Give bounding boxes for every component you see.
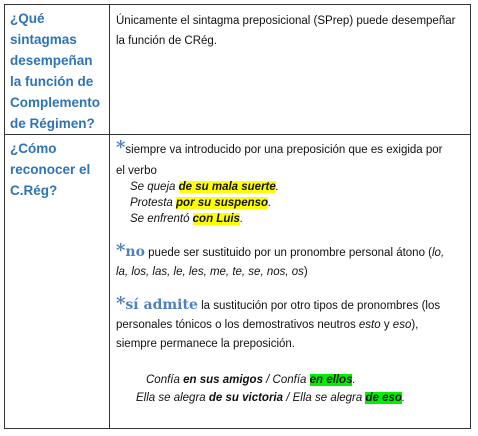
answer-body	[110, 135, 470, 406]
point-3-text: la sustitución por otro tipos de pronombres (los	[197, 300, 441, 312]
answer-text: Únicamente el sintagma preposicional (SPrep) puede desempeñar la función de CRég.	[116, 15, 456, 47]
example-line	[130, 179, 464, 195]
question-cell	[5, 5, 110, 135]
table-row	[5, 5, 471, 135]
close-paren: )	[303, 266, 308, 278]
content-table	[4, 4, 471, 429]
point-3-text: y	[380, 319, 393, 331]
example-end: .	[352, 374, 356, 386]
point-3-text: personales tónicos o los demostrativos neutros	[116, 319, 359, 331]
bullet-star-marker: *	[116, 293, 126, 314]
highlighted-phrase: con Luis	[192, 213, 240, 225]
examples-list	[116, 179, 464, 227]
example-line	[130, 195, 464, 211]
pronoun-list: lo,	[432, 247, 445, 259]
bold-phrase: de su victoria	[208, 392, 284, 404]
example-end: .	[268, 197, 272, 209]
example-sep: / Confía	[262, 374, 310, 386]
point-1	[116, 137, 464, 158]
point-1-text: siempre va introducido por una preposición que es exigida por	[125, 144, 443, 156]
example-line	[116, 390, 464, 406]
highlighted-phrase: por su suspenso	[176, 197, 269, 209]
example-end: .	[239, 213, 244, 225]
point-2	[116, 240, 464, 261]
point-3-text: ),	[411, 319, 419, 331]
highlighted-phrase: de su mala suerte	[178, 181, 276, 193]
bold-phrase: en sus amigos	[183, 374, 263, 386]
example-verb: Se enfrentó	[130, 213, 193, 225]
example-verb: Protesta	[130, 197, 177, 209]
marker-word: no	[125, 244, 145, 260]
point-3-cont: siempre permanece la preposición.	[116, 338, 295, 350]
example-line	[130, 211, 464, 227]
highlighted-phrase: de eso	[365, 392, 402, 404]
example-end: .	[275, 181, 279, 193]
highlighted-phrase: en ellos	[309, 374, 353, 386]
italic-word: esto	[358, 319, 381, 331]
example-verb: Confía	[146, 374, 184, 386]
pronoun-list: la, los, las, le, les, me, te, se, nos, os	[116, 266, 304, 278]
point-2-text: puede ser sustituido por un pronombre personal átono (	[144, 247, 432, 259]
bullet-star-marker: *	[116, 137, 126, 158]
example-sep: / Ella se alegra	[283, 392, 366, 404]
answer-cell	[110, 5, 471, 135]
question-text: ¿Cómo reconocer el C.Rég?	[10, 141, 91, 198]
example-line	[116, 372, 464, 388]
point-1-text-cont: el verbo	[116, 165, 157, 177]
point-2-cont	[116, 264, 464, 280]
example-end: .	[401, 392, 406, 404]
table-row	[5, 135, 471, 429]
point-3-cont	[116, 317, 464, 333]
bullet-star-marker: *	[116, 240, 126, 261]
question-text: ¿Qué sintagmas desempeñan la función de Complemento de Régimen?	[10, 11, 101, 131]
question-cell	[5, 135, 110, 429]
marker-word: sí admite	[125, 297, 198, 313]
answer-cell	[110, 135, 471, 429]
italic-word: eso	[392, 319, 412, 331]
example-verb: Se queja	[130, 181, 179, 193]
point-3	[116, 293, 464, 314]
example-verb: Ella se alegra	[136, 392, 209, 404]
